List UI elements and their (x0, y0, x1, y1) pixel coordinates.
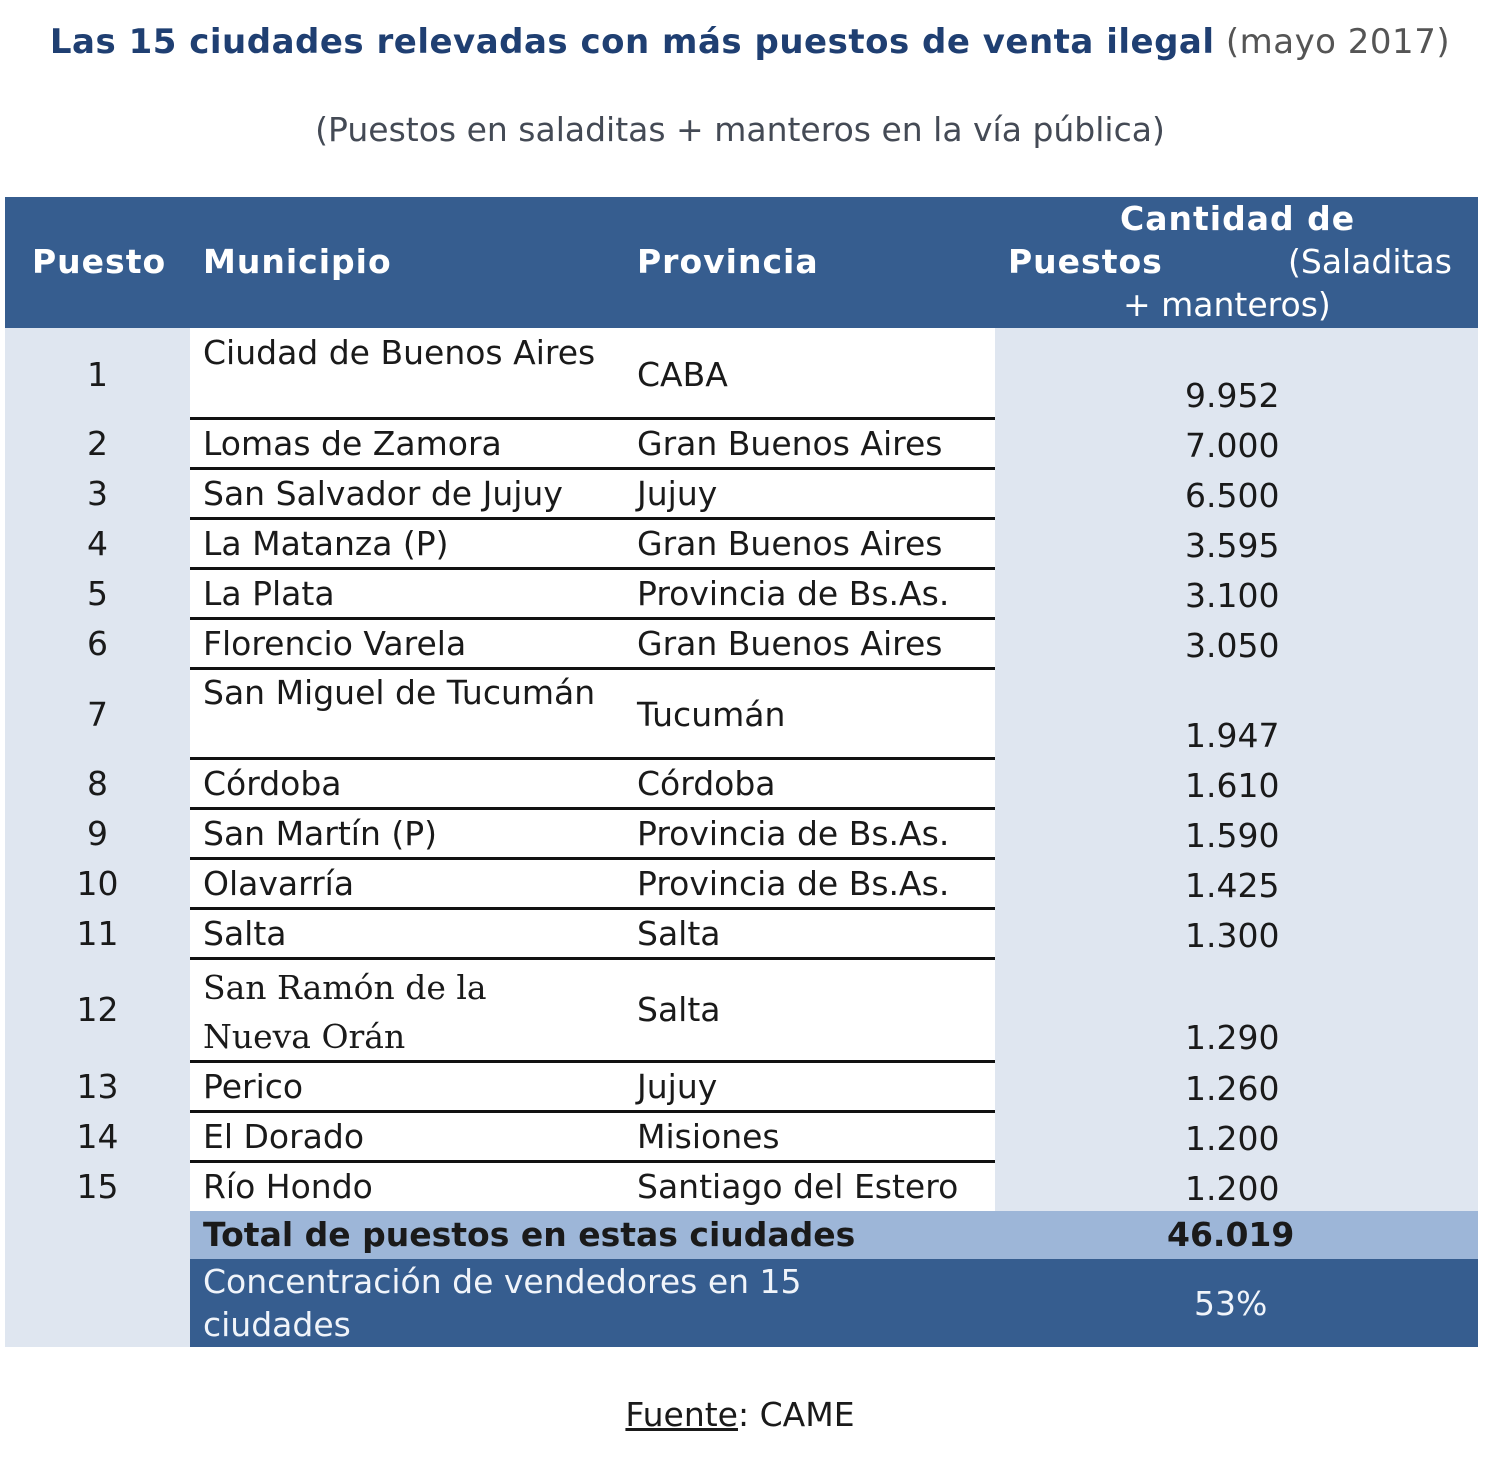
row-provincia: Misiones (637, 1117, 780, 1156)
row-rank: 1 (87, 355, 108, 394)
row-cantidad: 1.260 (1185, 1069, 1280, 1108)
row-provincia: Jujuy (637, 1067, 718, 1106)
row-municipio: San Martín (P) (203, 814, 437, 853)
source-value: CAME (759, 1395, 855, 1434)
header-puesto: Puesto (32, 242, 167, 281)
total-label: Total de puestos en estas ciudades (203, 1215, 856, 1254)
table-row (5, 910, 1478, 960)
row-rank: 3 (87, 474, 108, 513)
row-provincia: CABA (637, 355, 728, 394)
row-cantidad: 9.952 (1185, 376, 1280, 415)
row-municipio: Olavarría (203, 864, 355, 903)
header-municipio: Municipio (203, 242, 392, 281)
table-row (5, 760, 1478, 810)
title-main: Las 15 ciudades relevadas con más puestos de venta ilegal (49, 22, 1215, 62)
table-row (5, 470, 1478, 520)
row-rank: 13 (76, 1067, 119, 1106)
row-rank: 4 (87, 524, 108, 563)
table-row (5, 620, 1478, 670)
total-value: 46.019 (1167, 1215, 1295, 1254)
table-row (5, 331, 1478, 420)
row-cantidad: 1.947 (1185, 716, 1280, 755)
table-row (5, 1063, 1478, 1113)
header-cantidad-line1: Cantidad de (1120, 199, 1356, 238)
row-rank: 11 (76, 914, 119, 953)
row-municipio: La Matanza (P) (203, 524, 449, 563)
row-municipio: Ciudad de Buenos Aires (203, 333, 596, 372)
concentration-row (190, 1259, 1478, 1347)
row-rank: 6 (87, 624, 108, 663)
row-rank: 10 (76, 864, 119, 903)
row-municipio: Córdoba (203, 764, 342, 803)
concentration-value: 53% (1194, 1284, 1268, 1323)
row-rank: 9 (87, 814, 108, 853)
table-header (5, 197, 1478, 328)
header-provincia: Provincia (637, 242, 819, 281)
header-cantidad-line4: + manteros) (1123, 285, 1331, 324)
row-municipio: El Dorado (203, 1117, 365, 1156)
row-provincia: Gran Buenos Aires (637, 424, 943, 463)
header-cantidad-line2: Puestos (1008, 242, 1163, 281)
row-rank: 7 (87, 695, 108, 734)
source-note (0, 1395, 1480, 1434)
row-municipio: Lomas de Zamora (203, 424, 502, 463)
row-provincia: Santiago del Estero (637, 1167, 959, 1206)
header-cantidad-line3: (Saladitas (1288, 242, 1452, 281)
table-row (5, 1113, 1478, 1163)
row-cantidad: 1.200 (1185, 1169, 1280, 1208)
row-cantidad: 1.200 (1185, 1119, 1280, 1158)
row-provincia: Jujuy (637, 474, 718, 513)
source-colon: : (737, 1395, 750, 1434)
row-rank: 2 (87, 424, 108, 463)
row-municipio: Río Hondo (203, 1167, 373, 1206)
table-row (5, 810, 1478, 860)
row-cantidad: 1.300 (1185, 916, 1280, 955)
row-rank: 8 (87, 764, 108, 803)
row-municipio: Salta (203, 914, 287, 953)
table-row (5, 420, 1478, 470)
row-municipio: San Miguel de Tucumán (203, 673, 596, 712)
source-label: Fuente (625, 1395, 738, 1434)
row-cantidad: 1.425 (1185, 866, 1280, 905)
row-municipio: La Plata (203, 574, 335, 613)
row-cantidad: 1.610 (1185, 766, 1280, 805)
table-row (5, 520, 1478, 570)
table-title (0, 22, 1500, 62)
concentration-label: Concentración de vendedores en 15 ciudades (203, 1262, 802, 1344)
row-rank: 5 (87, 574, 108, 613)
table-row (5, 670, 1478, 760)
row-cantidad: 7.000 (1185, 426, 1280, 465)
table-row (5, 570, 1478, 620)
row-rank: 14 (76, 1117, 119, 1156)
table-row (5, 1163, 1478, 1213)
row-provincia: Gran Buenos Aires (637, 524, 943, 563)
row-municipio: Perico (203, 1067, 304, 1106)
row-provincia: Tucumán (637, 695, 786, 734)
row-provincia: Salta (637, 914, 721, 953)
row-provincia: Provincia de Bs.As. (637, 864, 950, 903)
row-cantidad: 1.290 (1185, 1018, 1280, 1057)
table-row (5, 960, 1478, 1063)
row-cantidad: 1.590 (1185, 816, 1280, 855)
row-rank: 15 (76, 1167, 119, 1206)
row-municipio: San Salvador de Jujuy (203, 474, 563, 513)
row-cantidad: 3.100 (1185, 576, 1280, 615)
row-provincia: Salta (637, 990, 721, 1029)
row-cantidad: 3.050 (1185, 626, 1280, 665)
row-municipio: Florencio Varela (203, 624, 467, 663)
row-cantidad: 6.500 (1185, 476, 1280, 515)
total-row (190, 1211, 1478, 1259)
row-provincia: Provincia de Bs.As. (637, 814, 950, 853)
table-row (5, 860, 1478, 910)
row-provincia: Provincia de Bs.As. (637, 574, 950, 613)
table-subtitle: (Puestos en saladitas + manteros en la vía pública) (315, 110, 1165, 149)
row-provincia: Córdoba (637, 764, 776, 803)
row-municipio: San Ramón de la Nueva Orán (203, 968, 487, 1056)
row-cantidad: 3.595 (1185, 526, 1280, 565)
title-date: (mayo 2017) (1225, 22, 1451, 62)
row-rank: 12 (76, 990, 119, 1029)
row-provincia: Gran Buenos Aires (637, 624, 943, 663)
